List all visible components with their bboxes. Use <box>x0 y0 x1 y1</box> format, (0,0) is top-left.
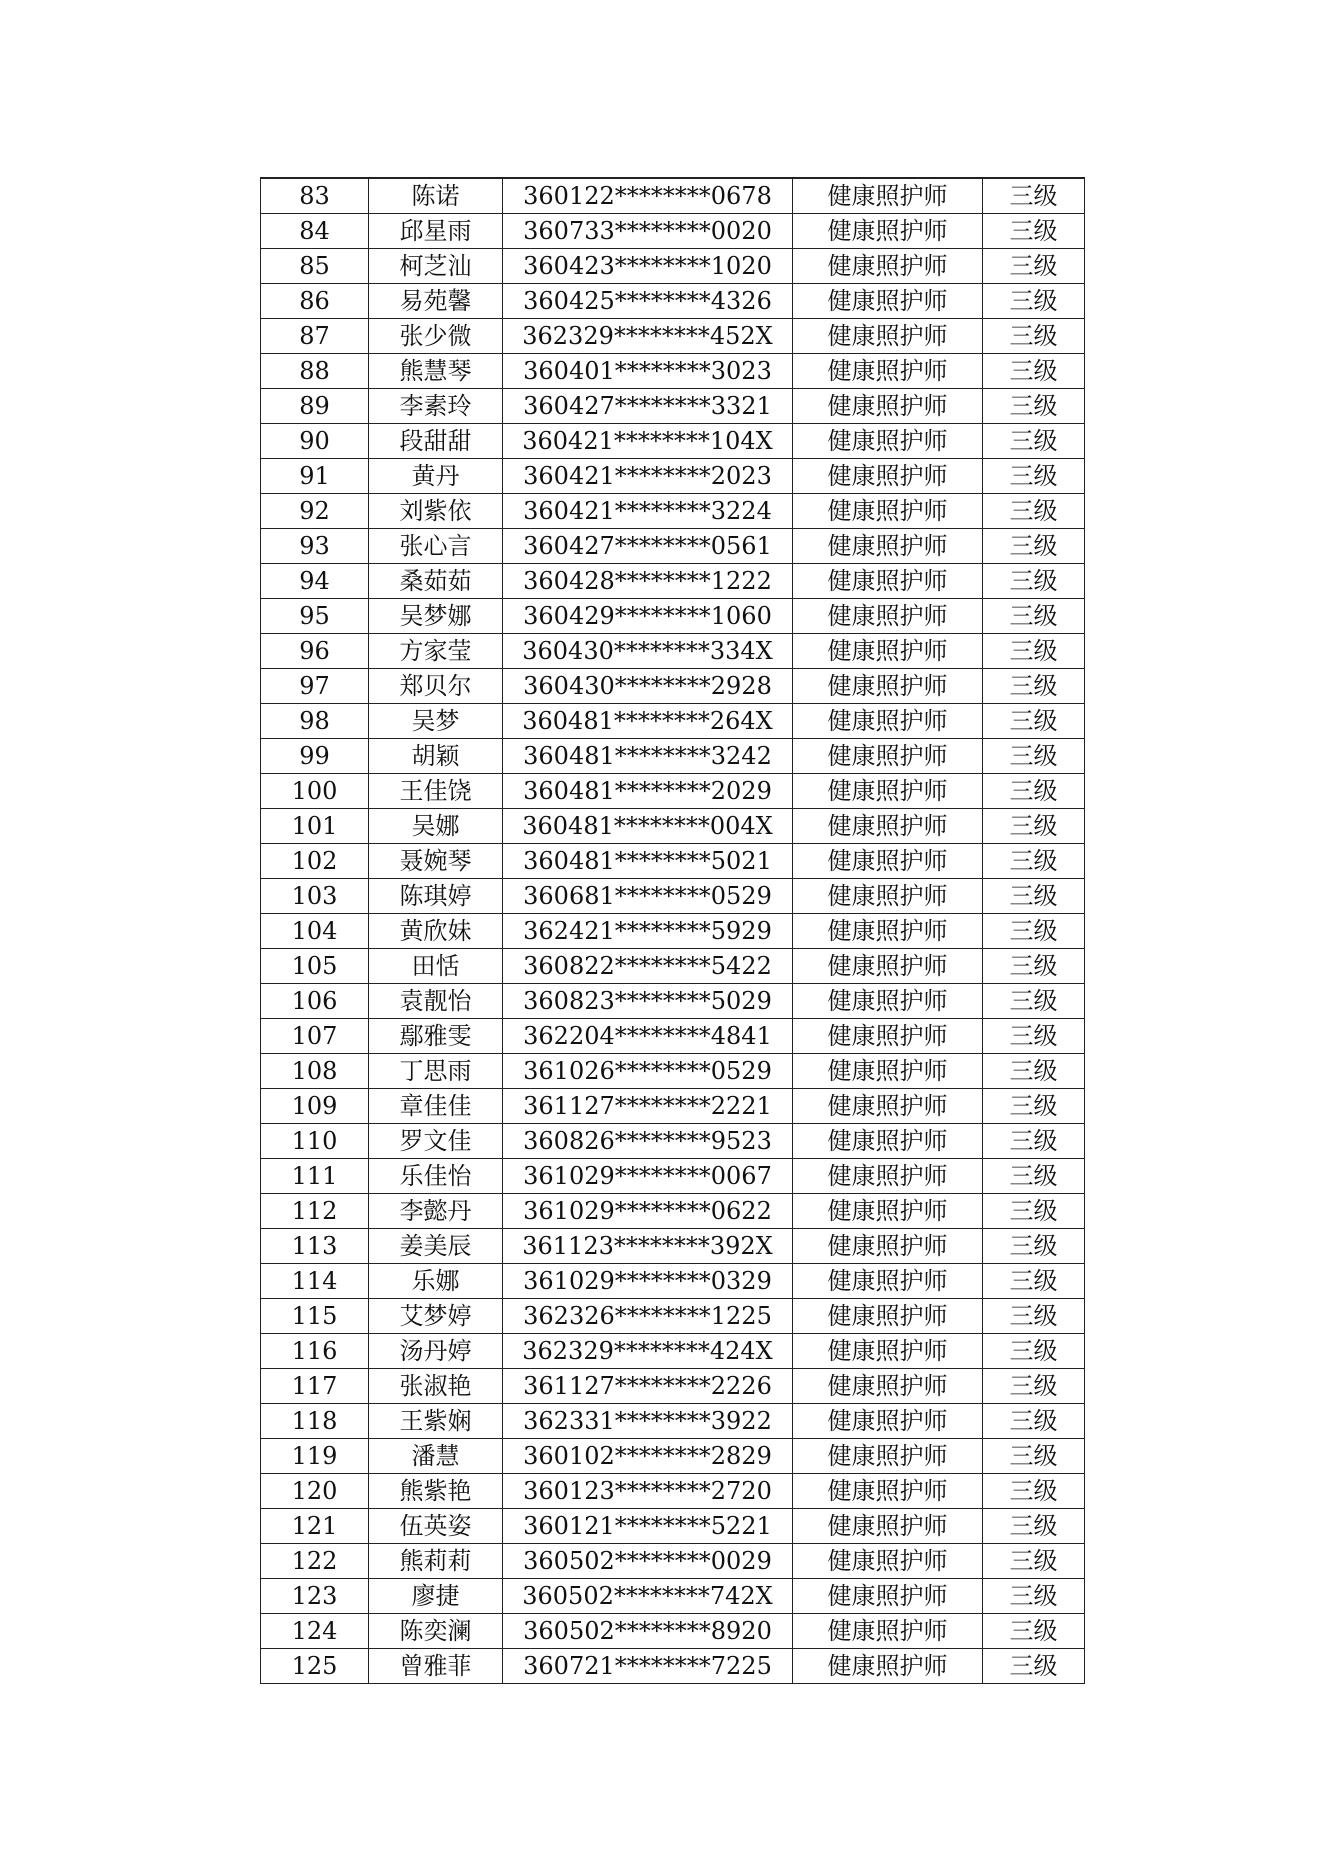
id-number-cell: 360421********104X <box>503 424 793 459</box>
table-row <box>261 879 1085 914</box>
row-number-cell: 124 <box>261 1614 369 1649</box>
row-number-cell: 117 <box>261 1369 369 1404</box>
id-number-cell: 361127********2221 <box>503 1089 793 1124</box>
row-number-cell: 100 <box>261 774 369 809</box>
name-cell: 丁思雨 <box>369 1054 503 1089</box>
name-cell: 易苑馨 <box>369 284 503 319</box>
occupation-cell: 健康照护师 <box>793 564 983 599</box>
name-cell: 姜美辰 <box>369 1229 503 1264</box>
level-cell: 三级 <box>983 844 1085 879</box>
id-number-cell: 360423********1020 <box>503 249 793 284</box>
id-number-cell: 361123********392X <box>503 1229 793 1264</box>
level-cell: 三级 <box>983 1264 1085 1299</box>
level-cell: 三级 <box>983 634 1085 669</box>
row-number-cell: 108 <box>261 1054 369 1089</box>
level-cell: 三级 <box>983 1159 1085 1194</box>
occupation-cell: 健康照护师 <box>793 1439 983 1474</box>
name-cell: 刘紫依 <box>369 494 503 529</box>
row-number-cell: 112 <box>261 1194 369 1229</box>
occupation-cell: 健康照护师 <box>793 529 983 564</box>
name-cell: 熊慧琴 <box>369 354 503 389</box>
row-number-cell: 122 <box>261 1544 369 1579</box>
level-cell: 三级 <box>983 879 1085 914</box>
name-cell: 张少微 <box>369 319 503 354</box>
row-number-cell: 111 <box>261 1159 369 1194</box>
level-cell: 三级 <box>983 984 1085 1019</box>
occupation-cell: 健康照护师 <box>793 1299 983 1334</box>
id-number-cell: 361029********0067 <box>503 1159 793 1194</box>
row-number-cell: 96 <box>261 634 369 669</box>
table-row <box>261 529 1085 564</box>
level-cell: 三级 <box>983 599 1085 634</box>
level-cell: 三级 <box>983 669 1085 704</box>
level-cell: 三级 <box>983 774 1085 809</box>
row-number-cell: 114 <box>261 1264 369 1299</box>
table-row <box>261 214 1085 249</box>
id-number-cell: 360481********264X <box>503 704 793 739</box>
occupation-cell: 健康照护师 <box>793 494 983 529</box>
level-cell: 三级 <box>983 704 1085 739</box>
level-cell: 三级 <box>983 1544 1085 1579</box>
occupation-cell: 健康照护师 <box>793 1579 983 1614</box>
row-number-cell: 86 <box>261 284 369 319</box>
level-cell: 三级 <box>983 214 1085 249</box>
name-cell: 黄丹 <box>369 459 503 494</box>
level-cell: 三级 <box>983 564 1085 599</box>
occupation-cell: 健康照护师 <box>793 1334 983 1369</box>
name-cell: 陈诺 <box>369 178 503 214</box>
name-cell: 张心言 <box>369 529 503 564</box>
level-cell: 三级 <box>983 739 1085 774</box>
name-cell: 乐娜 <box>369 1264 503 1299</box>
level-cell: 三级 <box>983 1089 1085 1124</box>
level-cell: 三级 <box>983 1474 1085 1509</box>
occupation-cell: 健康照护师 <box>793 178 983 214</box>
occupation-cell: 健康照护师 <box>793 1194 983 1229</box>
id-number-cell: 360430********2928 <box>503 669 793 704</box>
occupation-cell: 健康照护师 <box>793 1054 983 1089</box>
row-number-cell: 115 <box>261 1299 369 1334</box>
id-number-cell: 360826********9523 <box>503 1124 793 1159</box>
id-number-cell: 360502********742X <box>503 1579 793 1614</box>
table-row <box>261 319 1085 354</box>
id-number-cell: 360121********5221 <box>503 1509 793 1544</box>
name-cell: 曾雅菲 <box>369 1649 503 1684</box>
occupation-cell: 健康照护师 <box>793 634 983 669</box>
occupation-cell: 健康照护师 <box>793 1159 983 1194</box>
name-cell: 吴梦 <box>369 704 503 739</box>
table-row <box>261 949 1085 984</box>
name-cell: 邱星雨 <box>369 214 503 249</box>
name-cell: 王佳饶 <box>369 774 503 809</box>
id-number-cell: 362329********424X <box>503 1334 793 1369</box>
level-cell: 三级 <box>983 249 1085 284</box>
name-cell: 李懿丹 <box>369 1194 503 1229</box>
occupation-cell: 健康照护师 <box>793 949 983 984</box>
occupation-cell: 健康照护师 <box>793 459 983 494</box>
name-cell: 袁靓怡 <box>369 984 503 1019</box>
row-number-cell: 113 <box>261 1229 369 1264</box>
table-row <box>261 1509 1085 1544</box>
row-number-cell: 118 <box>261 1404 369 1439</box>
table-row <box>261 599 1085 634</box>
name-cell: 熊紫艳 <box>369 1474 503 1509</box>
table-row <box>261 1124 1085 1159</box>
occupation-cell: 健康照护师 <box>793 1474 983 1509</box>
table-row <box>261 1404 1085 1439</box>
row-number-cell: 121 <box>261 1509 369 1544</box>
name-cell: 李素玲 <box>369 389 503 424</box>
table-row <box>261 739 1085 774</box>
id-number-cell: 362326********1225 <box>503 1299 793 1334</box>
occupation-cell: 健康照护师 <box>793 1404 983 1439</box>
occupation-cell: 健康照护师 <box>793 774 983 809</box>
id-number-cell: 362329********452X <box>503 319 793 354</box>
id-number-cell: 360822********5422 <box>503 949 793 984</box>
occupation-cell: 健康照护师 <box>793 424 983 459</box>
level-cell: 三级 <box>983 949 1085 984</box>
name-cell: 罗文佳 <box>369 1124 503 1159</box>
level-cell: 三级 <box>983 319 1085 354</box>
occupation-cell: 健康照护师 <box>793 354 983 389</box>
name-cell: 汤丹婷 <box>369 1334 503 1369</box>
occupation-cell: 健康照护师 <box>793 1614 983 1649</box>
table-row <box>261 704 1085 739</box>
row-number-cell: 83 <box>261 178 369 214</box>
name-cell: 胡颖 <box>369 739 503 774</box>
table-row <box>261 1089 1085 1124</box>
table-row <box>261 1194 1085 1229</box>
id-number-cell: 360428********1222 <box>503 564 793 599</box>
level-cell: 三级 <box>983 424 1085 459</box>
occupation-cell: 健康照护师 <box>793 284 983 319</box>
level-cell: 三级 <box>983 1649 1085 1684</box>
row-number-cell: 106 <box>261 984 369 1019</box>
level-cell: 三级 <box>983 1509 1085 1544</box>
name-cell: 艾梦婷 <box>369 1299 503 1334</box>
table-row <box>261 1614 1085 1649</box>
level-cell: 三级 <box>983 809 1085 844</box>
id-number-cell: 360421********3224 <box>503 494 793 529</box>
level-cell: 三级 <box>983 1124 1085 1159</box>
table-row <box>261 809 1085 844</box>
level-cell: 三级 <box>983 1019 1085 1054</box>
level-cell: 三级 <box>983 459 1085 494</box>
id-number-cell: 360427********0561 <box>503 529 793 564</box>
level-cell: 三级 <box>983 1439 1085 1474</box>
row-number-cell: 98 <box>261 704 369 739</box>
occupation-cell: 健康照护师 <box>793 319 983 354</box>
name-cell: 郑贝尔 <box>369 669 503 704</box>
row-number-cell: 103 <box>261 879 369 914</box>
row-number-cell: 120 <box>261 1474 369 1509</box>
id-number-cell: 360429********1060 <box>503 599 793 634</box>
name-cell: 陈琪婷 <box>369 879 503 914</box>
occupation-cell: 健康照护师 <box>793 389 983 424</box>
id-number-cell: 361127********2226 <box>503 1369 793 1404</box>
table-row <box>261 564 1085 599</box>
table-row <box>261 984 1085 1019</box>
table-row <box>261 1264 1085 1299</box>
occupation-cell: 健康照护师 <box>793 809 983 844</box>
id-number-cell: 360421********2023 <box>503 459 793 494</box>
row-number-cell: 89 <box>261 389 369 424</box>
table-row <box>261 1369 1085 1404</box>
level-cell: 三级 <box>983 1299 1085 1334</box>
table-row <box>261 1649 1085 1684</box>
row-number-cell: 94 <box>261 564 369 599</box>
occupation-cell: 健康照护师 <box>793 844 983 879</box>
row-number-cell: 105 <box>261 949 369 984</box>
table-row <box>261 1019 1085 1054</box>
id-number-cell: 362204********4841 <box>503 1019 793 1054</box>
table-row <box>261 424 1085 459</box>
id-number-cell: 361026********0529 <box>503 1054 793 1089</box>
row-number-cell: 92 <box>261 494 369 529</box>
id-number-cell: 360123********2720 <box>503 1474 793 1509</box>
roster-table-body <box>261 178 1085 1684</box>
row-number-cell: 84 <box>261 214 369 249</box>
name-cell: 张淑艳 <box>369 1369 503 1404</box>
id-number-cell: 360823********5029 <box>503 984 793 1019</box>
row-number-cell: 123 <box>261 1579 369 1614</box>
table-row <box>261 844 1085 879</box>
id-number-cell: 361029********0329 <box>503 1264 793 1299</box>
table-row <box>261 1229 1085 1264</box>
table-row <box>261 1334 1085 1369</box>
table-row <box>261 354 1085 389</box>
id-number-cell: 360401********3023 <box>503 354 793 389</box>
id-number-cell: 360481********3242 <box>503 739 793 774</box>
level-cell: 三级 <box>983 529 1085 564</box>
name-cell: 吴娜 <box>369 809 503 844</box>
table-row <box>261 774 1085 809</box>
name-cell: 陈奕澜 <box>369 1614 503 1649</box>
row-number-cell: 104 <box>261 914 369 949</box>
row-number-cell: 95 <box>261 599 369 634</box>
id-number-cell: 360481********2029 <box>503 774 793 809</box>
level-cell: 三级 <box>983 354 1085 389</box>
table-row <box>261 494 1085 529</box>
name-cell: 廖捷 <box>369 1579 503 1614</box>
name-cell: 鄢雅雯 <box>369 1019 503 1054</box>
occupation-cell: 健康照护师 <box>793 599 983 634</box>
row-number-cell: 101 <box>261 809 369 844</box>
table-row <box>261 669 1085 704</box>
name-cell: 段甜甜 <box>369 424 503 459</box>
name-cell: 黄欣妹 <box>369 914 503 949</box>
level-cell: 三级 <box>983 284 1085 319</box>
id-number-cell: 360427********3321 <box>503 389 793 424</box>
row-number-cell: 109 <box>261 1089 369 1124</box>
occupation-cell: 健康照护师 <box>793 739 983 774</box>
occupation-cell: 健康照护师 <box>793 214 983 249</box>
row-number-cell: 119 <box>261 1439 369 1474</box>
id-number-cell: 360733********0020 <box>503 214 793 249</box>
occupation-cell: 健康照护师 <box>793 1369 983 1404</box>
row-number-cell: 93 <box>261 529 369 564</box>
name-cell: 乐佳怡 <box>369 1159 503 1194</box>
name-cell: 熊莉莉 <box>369 1544 503 1579</box>
id-number-cell: 362421********5929 <box>503 914 793 949</box>
id-number-cell: 360721********7225 <box>503 1649 793 1684</box>
row-number-cell: 102 <box>261 844 369 879</box>
occupation-cell: 健康照护师 <box>793 879 983 914</box>
occupation-cell: 健康照护师 <box>793 1019 983 1054</box>
occupation-cell: 健康照护师 <box>793 1264 983 1299</box>
row-number-cell: 90 <box>261 424 369 459</box>
table-row <box>261 1579 1085 1614</box>
row-number-cell: 125 <box>261 1649 369 1684</box>
table-row <box>261 389 1085 424</box>
name-cell: 桑茹茹 <box>369 564 503 599</box>
roster-table <box>260 177 1085 1684</box>
table-row <box>261 1439 1085 1474</box>
table-row <box>261 1054 1085 1089</box>
level-cell: 三级 <box>983 1614 1085 1649</box>
id-number-cell: 360502********0029 <box>503 1544 793 1579</box>
occupation-cell: 健康照护师 <box>793 1649 983 1684</box>
occupation-cell: 健康照护师 <box>793 1509 983 1544</box>
level-cell: 三级 <box>983 389 1085 424</box>
table-row <box>261 1159 1085 1194</box>
occupation-cell: 健康照护师 <box>793 1124 983 1159</box>
name-cell: 方家莹 <box>369 634 503 669</box>
row-number-cell: 99 <box>261 739 369 774</box>
name-cell: 伍英姿 <box>369 1509 503 1544</box>
occupation-cell: 健康照护师 <box>793 704 983 739</box>
row-number-cell: 116 <box>261 1334 369 1369</box>
id-number-cell: 360102********2829 <box>503 1439 793 1474</box>
level-cell: 三级 <box>983 1334 1085 1369</box>
level-cell: 三级 <box>983 1229 1085 1264</box>
row-number-cell: 85 <box>261 249 369 284</box>
table-row <box>261 459 1085 494</box>
table-row <box>261 1544 1085 1579</box>
table-row <box>261 178 1085 214</box>
name-cell: 潘慧 <box>369 1439 503 1474</box>
row-number-cell: 107 <box>261 1019 369 1054</box>
table-row <box>261 249 1085 284</box>
row-number-cell: 97 <box>261 669 369 704</box>
row-number-cell: 110 <box>261 1124 369 1159</box>
level-cell: 三级 <box>983 1194 1085 1229</box>
occupation-cell: 健康照护师 <box>793 914 983 949</box>
level-cell: 三级 <box>983 494 1085 529</box>
id-number-cell: 360681********0529 <box>503 879 793 914</box>
table-row <box>261 914 1085 949</box>
id-number-cell: 362331********3922 <box>503 1404 793 1439</box>
table-row <box>261 1474 1085 1509</box>
occupation-cell: 健康照护师 <box>793 984 983 1019</box>
id-number-cell: 360502********8920 <box>503 1614 793 1649</box>
name-cell: 吴梦娜 <box>369 599 503 634</box>
level-cell: 三级 <box>983 914 1085 949</box>
row-number-cell: 91 <box>261 459 369 494</box>
id-number-cell: 361029********0622 <box>503 1194 793 1229</box>
id-number-cell: 360122********0678 <box>503 178 793 214</box>
level-cell: 三级 <box>983 1404 1085 1439</box>
level-cell: 三级 <box>983 1054 1085 1089</box>
level-cell: 三级 <box>983 1579 1085 1614</box>
occupation-cell: 健康照护师 <box>793 1229 983 1264</box>
row-number-cell: 88 <box>261 354 369 389</box>
name-cell: 田恬 <box>369 949 503 984</box>
id-number-cell: 360481********004X <box>503 809 793 844</box>
id-number-cell: 360430********334X <box>503 634 793 669</box>
name-cell: 章佳佳 <box>369 1089 503 1124</box>
row-number-cell: 87 <box>261 319 369 354</box>
occupation-cell: 健康照护师 <box>793 1544 983 1579</box>
name-cell: 聂婉琴 <box>369 844 503 879</box>
table-row <box>261 1299 1085 1334</box>
id-number-cell: 360425********4326 <box>503 284 793 319</box>
level-cell: 三级 <box>983 178 1085 214</box>
id-number-cell: 360481********5021 <box>503 844 793 879</box>
table-row <box>261 634 1085 669</box>
occupation-cell: 健康照护师 <box>793 669 983 704</box>
name-cell: 王紫娴 <box>369 1404 503 1439</box>
occupation-cell: 健康照护师 <box>793 1089 983 1124</box>
name-cell: 柯芝汕 <box>369 249 503 284</box>
table-row <box>261 284 1085 319</box>
occupation-cell: 健康照护师 <box>793 249 983 284</box>
level-cell: 三级 <box>983 1369 1085 1404</box>
